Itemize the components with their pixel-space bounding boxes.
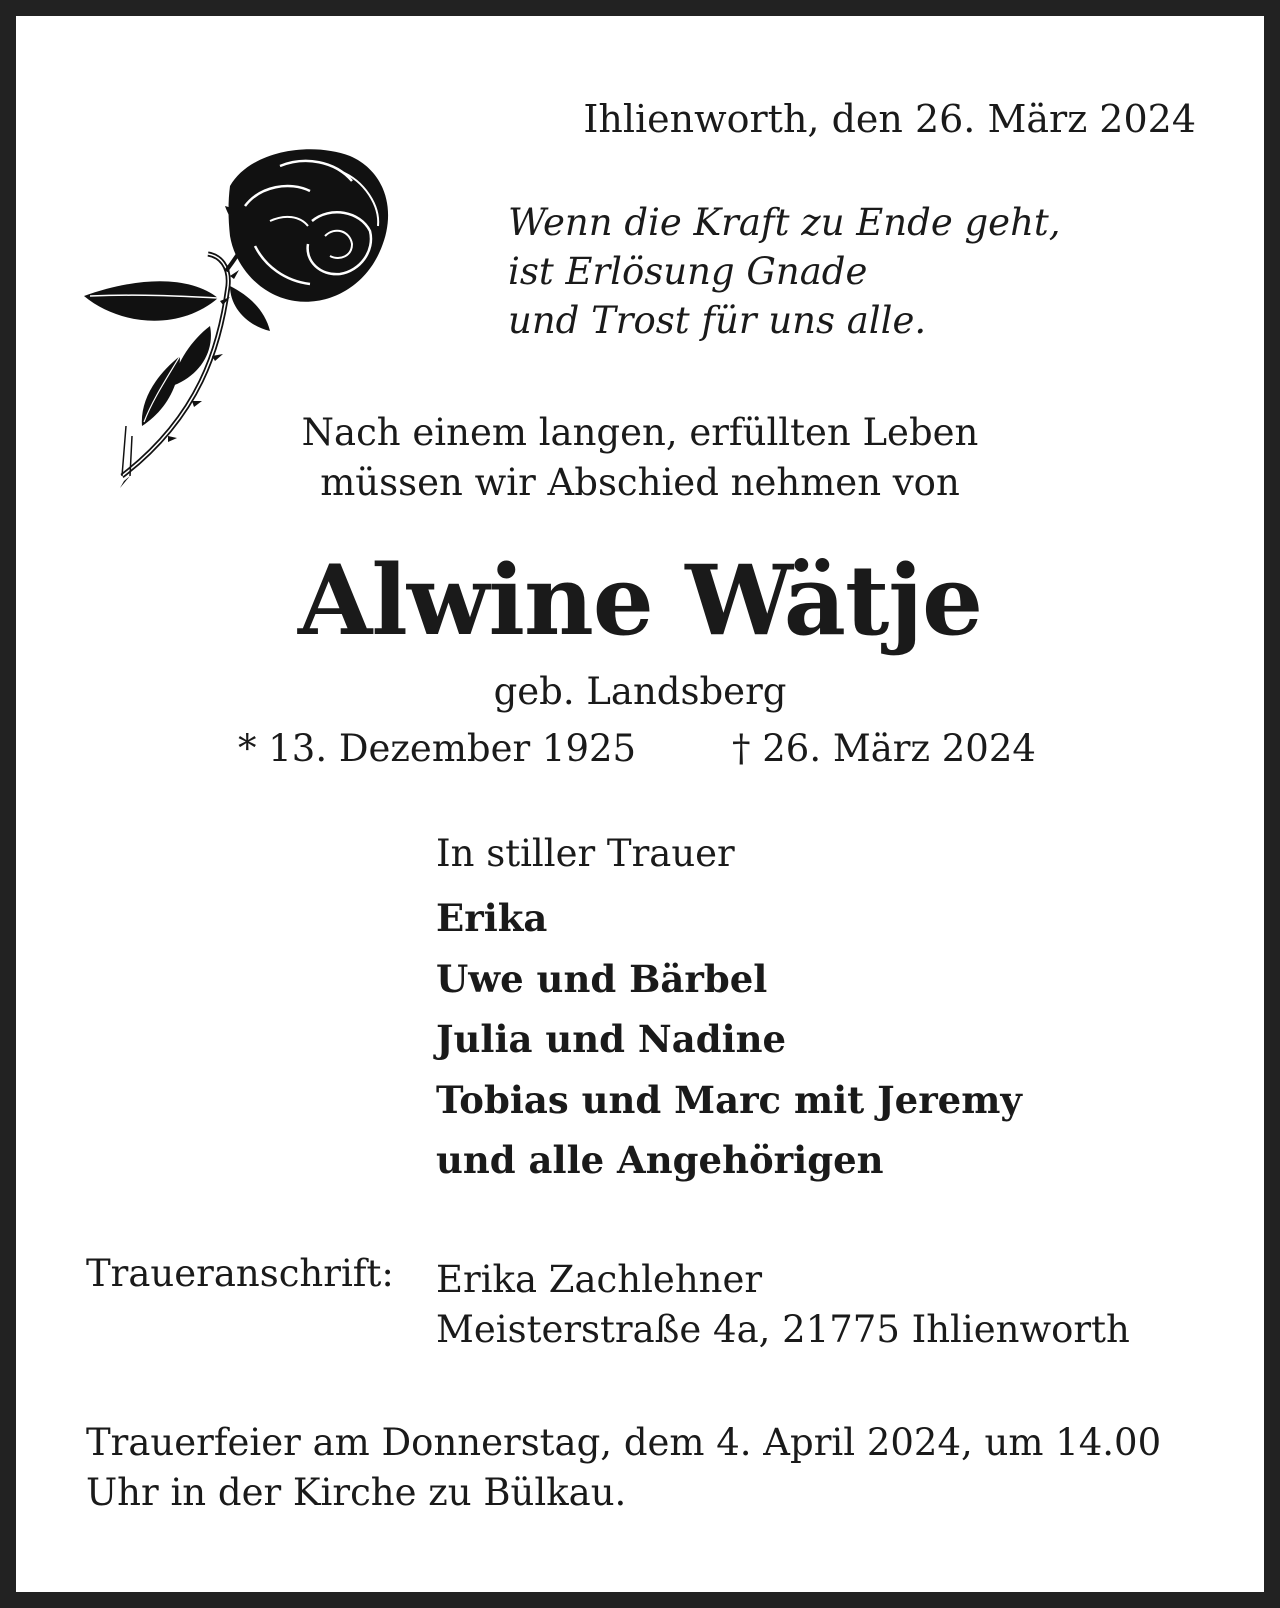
quote: Wenn die Kraft zu Ende geht, ist Erlösung Gnade und Trost für uns alle. (508, 201, 1061, 342)
mourning-line: In stiller Trauer (436, 832, 735, 875)
mourner: Uwe und Bärbel (436, 956, 768, 1001)
mourner: und alle Angehörigen (436, 1138, 884, 1182)
birth-date: * 13. Dezember 1925 (238, 727, 637, 770)
deceased-name: Alwine Wätje (297, 544, 983, 657)
mourning-address: Erika Zachlehner Meisterstraße 4a, 21775 Ihlienworth (436, 1258, 1130, 1351)
ceremony-info: Trauerfeier am Donnerstag, dem 4. April 2024, um 14.00 Uhr in der Kirche zu Bülkau. (86, 1421, 1162, 1514)
mourner: Tobias und Marc mit Jeremy (436, 1077, 1022, 1122)
mourners-list (436, 896, 1022, 1203)
mourner: Julia und Nadine (436, 1017, 787, 1061)
mourner: Erika (436, 896, 548, 940)
address-label: Traueranschrift: (86, 1252, 394, 1295)
death-date: † 26. März 2024 (732, 727, 1036, 770)
intro-text: Nach einem langen, erfüllten Leben müssen wir Abschied nehmen von (301, 411, 979, 504)
maiden-name: geb. Landsberg (493, 670, 787, 713)
place-date: Ihlienworth, den 26. März 2024 (583, 97, 1196, 141)
